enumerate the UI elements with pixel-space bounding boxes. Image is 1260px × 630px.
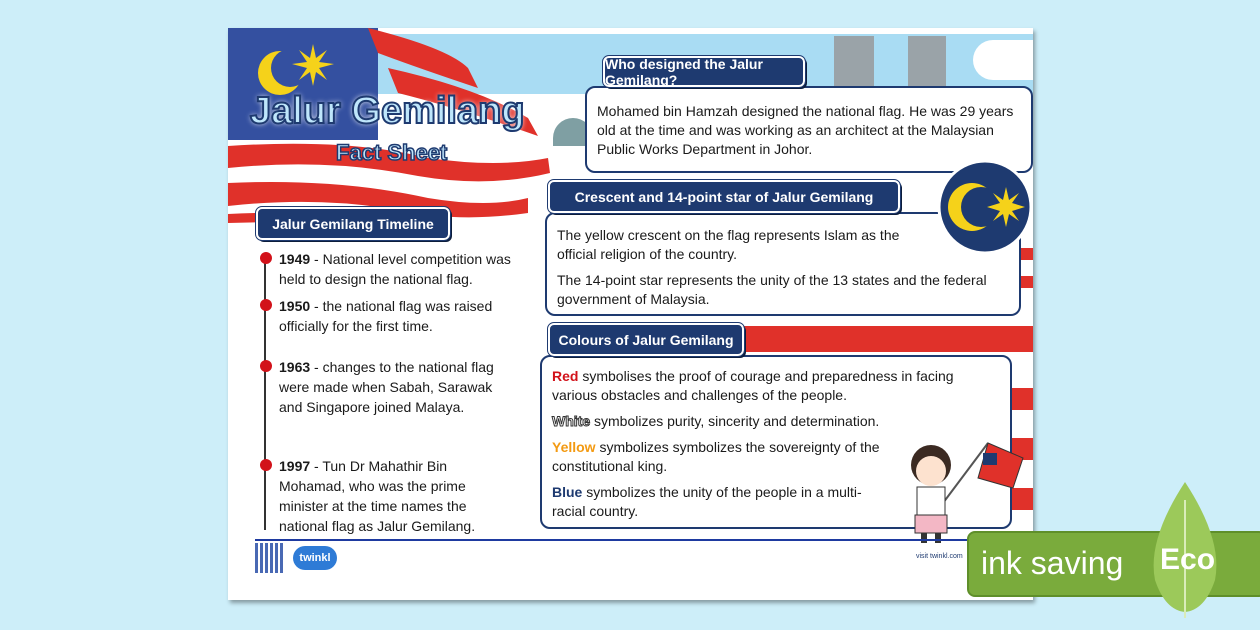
crescent-star-emblem xyxy=(936,158,1033,256)
colour-word-blue: Blue xyxy=(552,484,583,500)
fact-sheet xyxy=(228,28,1033,600)
timeline-item xyxy=(279,357,494,417)
flag-stripe xyxy=(740,326,1033,352)
girl-with-flag-illustration xyxy=(903,423,1028,543)
colour-text: symbolizes the unity of the people in a multi-racial country. xyxy=(552,484,862,519)
timeline-text: - changes to the national flag were made when Sabah, Sarawak and Singapore joined Malaya. xyxy=(279,359,494,415)
designer-text: Mohamed bin Hamzah designed the national flag. He was 29 years old at the time and was working as an architect at the Malaysian Public Works Department in Johor. xyxy=(597,103,1014,157)
qr-code[interactable] xyxy=(255,543,285,573)
timeline-year: 1949 xyxy=(279,251,311,267)
timeline-text: - National level competition was held to design the national flag. xyxy=(279,251,511,287)
page-title: Jalur Gemilang xyxy=(250,90,525,132)
colour-item xyxy=(552,483,890,521)
timeline-year: 1997 xyxy=(279,458,311,474)
eco-label: Eco xyxy=(1160,543,1216,576)
crescent-heading: Crescent and 14-point star of Jalur Gemilang xyxy=(548,180,900,213)
timeline-dot xyxy=(260,360,272,372)
timeline-text: - Tun Dr Mahathir Bin Mohamad, who was the prime minister at the time names the national flag as Jalur Gemilang. xyxy=(279,458,476,534)
footer-divider xyxy=(255,539,1030,541)
colour-text: symbolizes symbolizes the sovereignty of the constitutional king. xyxy=(552,439,880,474)
timeline-dot xyxy=(260,252,272,264)
colour-text: symbolizes purity, sincerity and determination. xyxy=(590,413,880,429)
ink-saving-label: ink saving xyxy=(981,545,1124,581)
timeline-item xyxy=(279,296,529,336)
timeline-year: 1950 xyxy=(279,298,311,314)
colour-word-red: Red xyxy=(552,368,579,384)
crescent-text: The yellow crescent on the flag represents Islam as the official religion of the country. xyxy=(557,227,900,262)
timeline-item xyxy=(279,249,529,289)
designer-heading: Who designed the Jalur Gemilang? xyxy=(603,56,805,87)
cloud xyxy=(973,40,1033,80)
colour-item xyxy=(552,367,1000,405)
star-text: The 14-point star represents the unity of the 13 states and the federal government of Malaysia. xyxy=(557,272,987,307)
visit-twinkl-link[interactable]: visit twinkl.com xyxy=(916,553,963,560)
timeline-item xyxy=(279,456,504,536)
building-icon xyxy=(908,36,946,86)
colour-word-white: White xyxy=(552,413,591,429)
timeline-year: 1963 xyxy=(279,359,311,375)
colour-text: symbolises the proof of courage and preparedness in facing various obstacles and challenges of the people. xyxy=(552,368,954,403)
timeline-dot xyxy=(260,299,272,311)
building-icon xyxy=(834,36,874,86)
colours-heading: Colours of Jalur Gemilang xyxy=(548,323,744,356)
timeline-dot xyxy=(260,459,272,471)
colour-item xyxy=(552,438,890,476)
colour-word-yellow: Yellow xyxy=(552,439,596,455)
timeline-text: - the national flag was raised officially for the first time. xyxy=(279,298,493,334)
timeline-heading: Jalur Gemilang Timeline xyxy=(256,207,450,240)
twinkl-logo[interactable]: twinkl xyxy=(293,546,337,570)
page-subtitle: Fact Sheet xyxy=(336,140,448,165)
